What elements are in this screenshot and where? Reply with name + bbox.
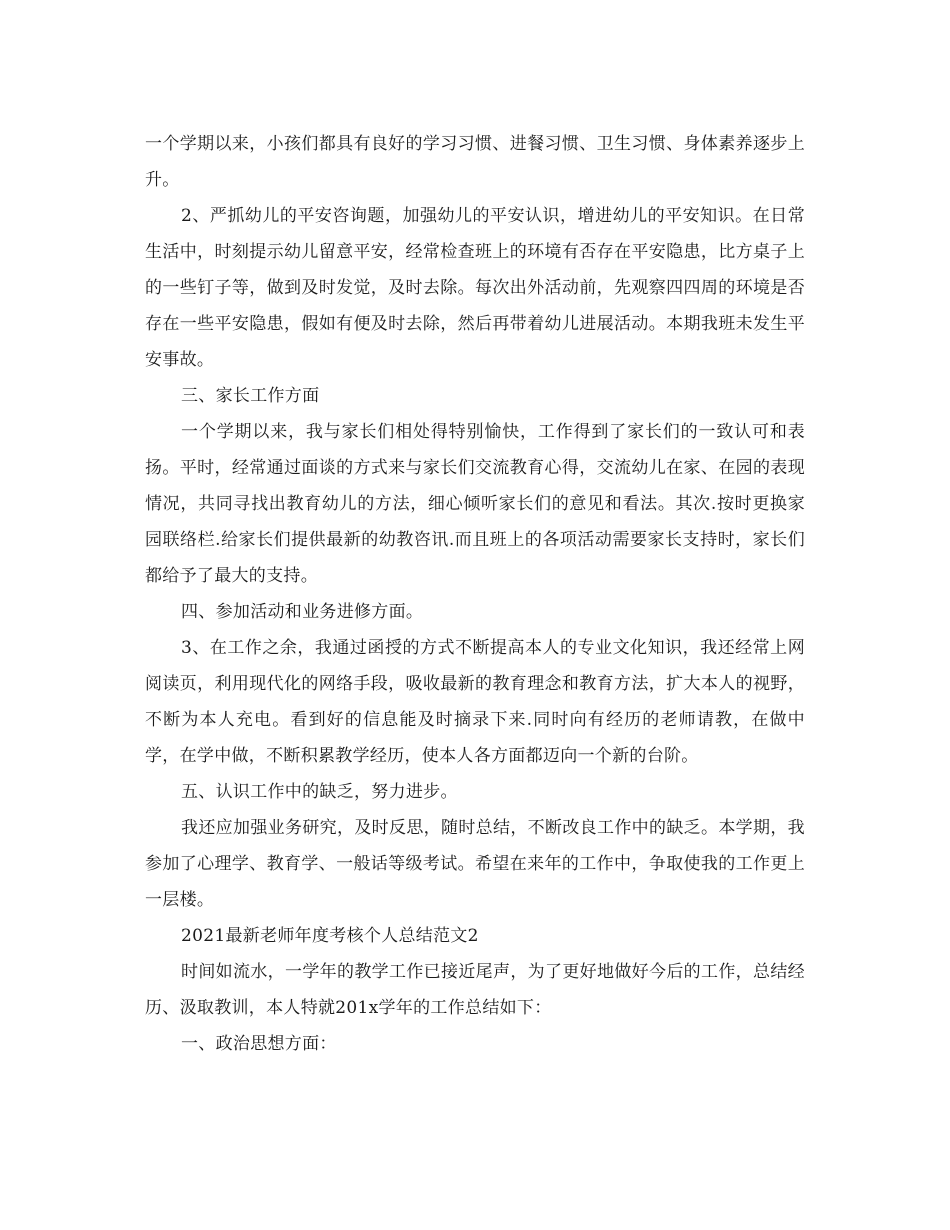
section-heading-activities: 四、参加活动和业务进修方面。: [181, 602, 424, 622]
section-heading-shortcomings: 五、认识工作中的缺乏，努力进步。: [181, 782, 458, 802]
paragraph-4: 3、在工作之余，我通过函授的方式不断提高本人的专业文化知识，我还经常上网阅读页，利用现代化的网络手段，吸收最新的教育理念和教育方法，扩大本人的视野，不断为本人充电。看到好的信息能及时摘录下来.同时向有经历的老师请教，在做中学，在学中做，不断积累教学经历，使本人各方面都迈向一个新的台阶。: [145, 638, 805, 766]
paragraph-5: 我还应加强业务研究，及时反思，随时总结，不断改良工作中的缺乏。本学期，我参加了心理学、教育学、一般话等级考试。希望在来年的工作中，争取使我的工作更上一层楼。: [145, 818, 805, 910]
document-body: [145, 126, 805, 1062]
paragraph-6: 时间如流水，一学年的教学工作已接近尾声，为了更好地做好今后的工作，总结经历、汲取教训，本人特就201x学年的工作总结如下：: [145, 962, 805, 1018]
paragraph-1: 一个学期以来，小孩们都具有良好的学习习惯、进餐习惯、卫生习惯、身体素养逐步上升。: [145, 134, 805, 190]
paragraph-2: 2、严抓幼儿的平安咨询题，加强幼儿的平安认识，增进幼儿的平安知识。在日常生活中，时刻提示幼儿留意平安，经常检查班上的环境有否存在平安隐患，比方桌子上的一些钉子等，做到及时发觉，及时去除。每次出外活动前，先观察四四周的环境是否存在一些平安隐患，假如有便及时去除，然后再带着幼儿进展活动。本期我班未发生平安事故。: [145, 206, 805, 370]
section-heading-parents: 三、家长工作方面: [181, 386, 320, 406]
section-heading-political: 一、政治思想方面：: [181, 1034, 337, 1054]
paragraph-3: 一个学期以来，我与家长们相处得特别愉快，工作得到了家长们的一致认可和表扬。平时，经常通过面谈的方式来与家长们交流教育心得，交流幼儿在家、在园的表现情况，共同寻找出教育幼儿的方法，细心倾听家长们的意见和看法。其次.按时更换家园联络栏.给家长们提供最新的幼教咨讯.而且班上的各项活动需要家长支持时，家长们都给予了最大的支持。: [145, 422, 805, 586]
article-title-2: 2021最新老师年度考核个人总结范文2: [181, 926, 479, 946]
